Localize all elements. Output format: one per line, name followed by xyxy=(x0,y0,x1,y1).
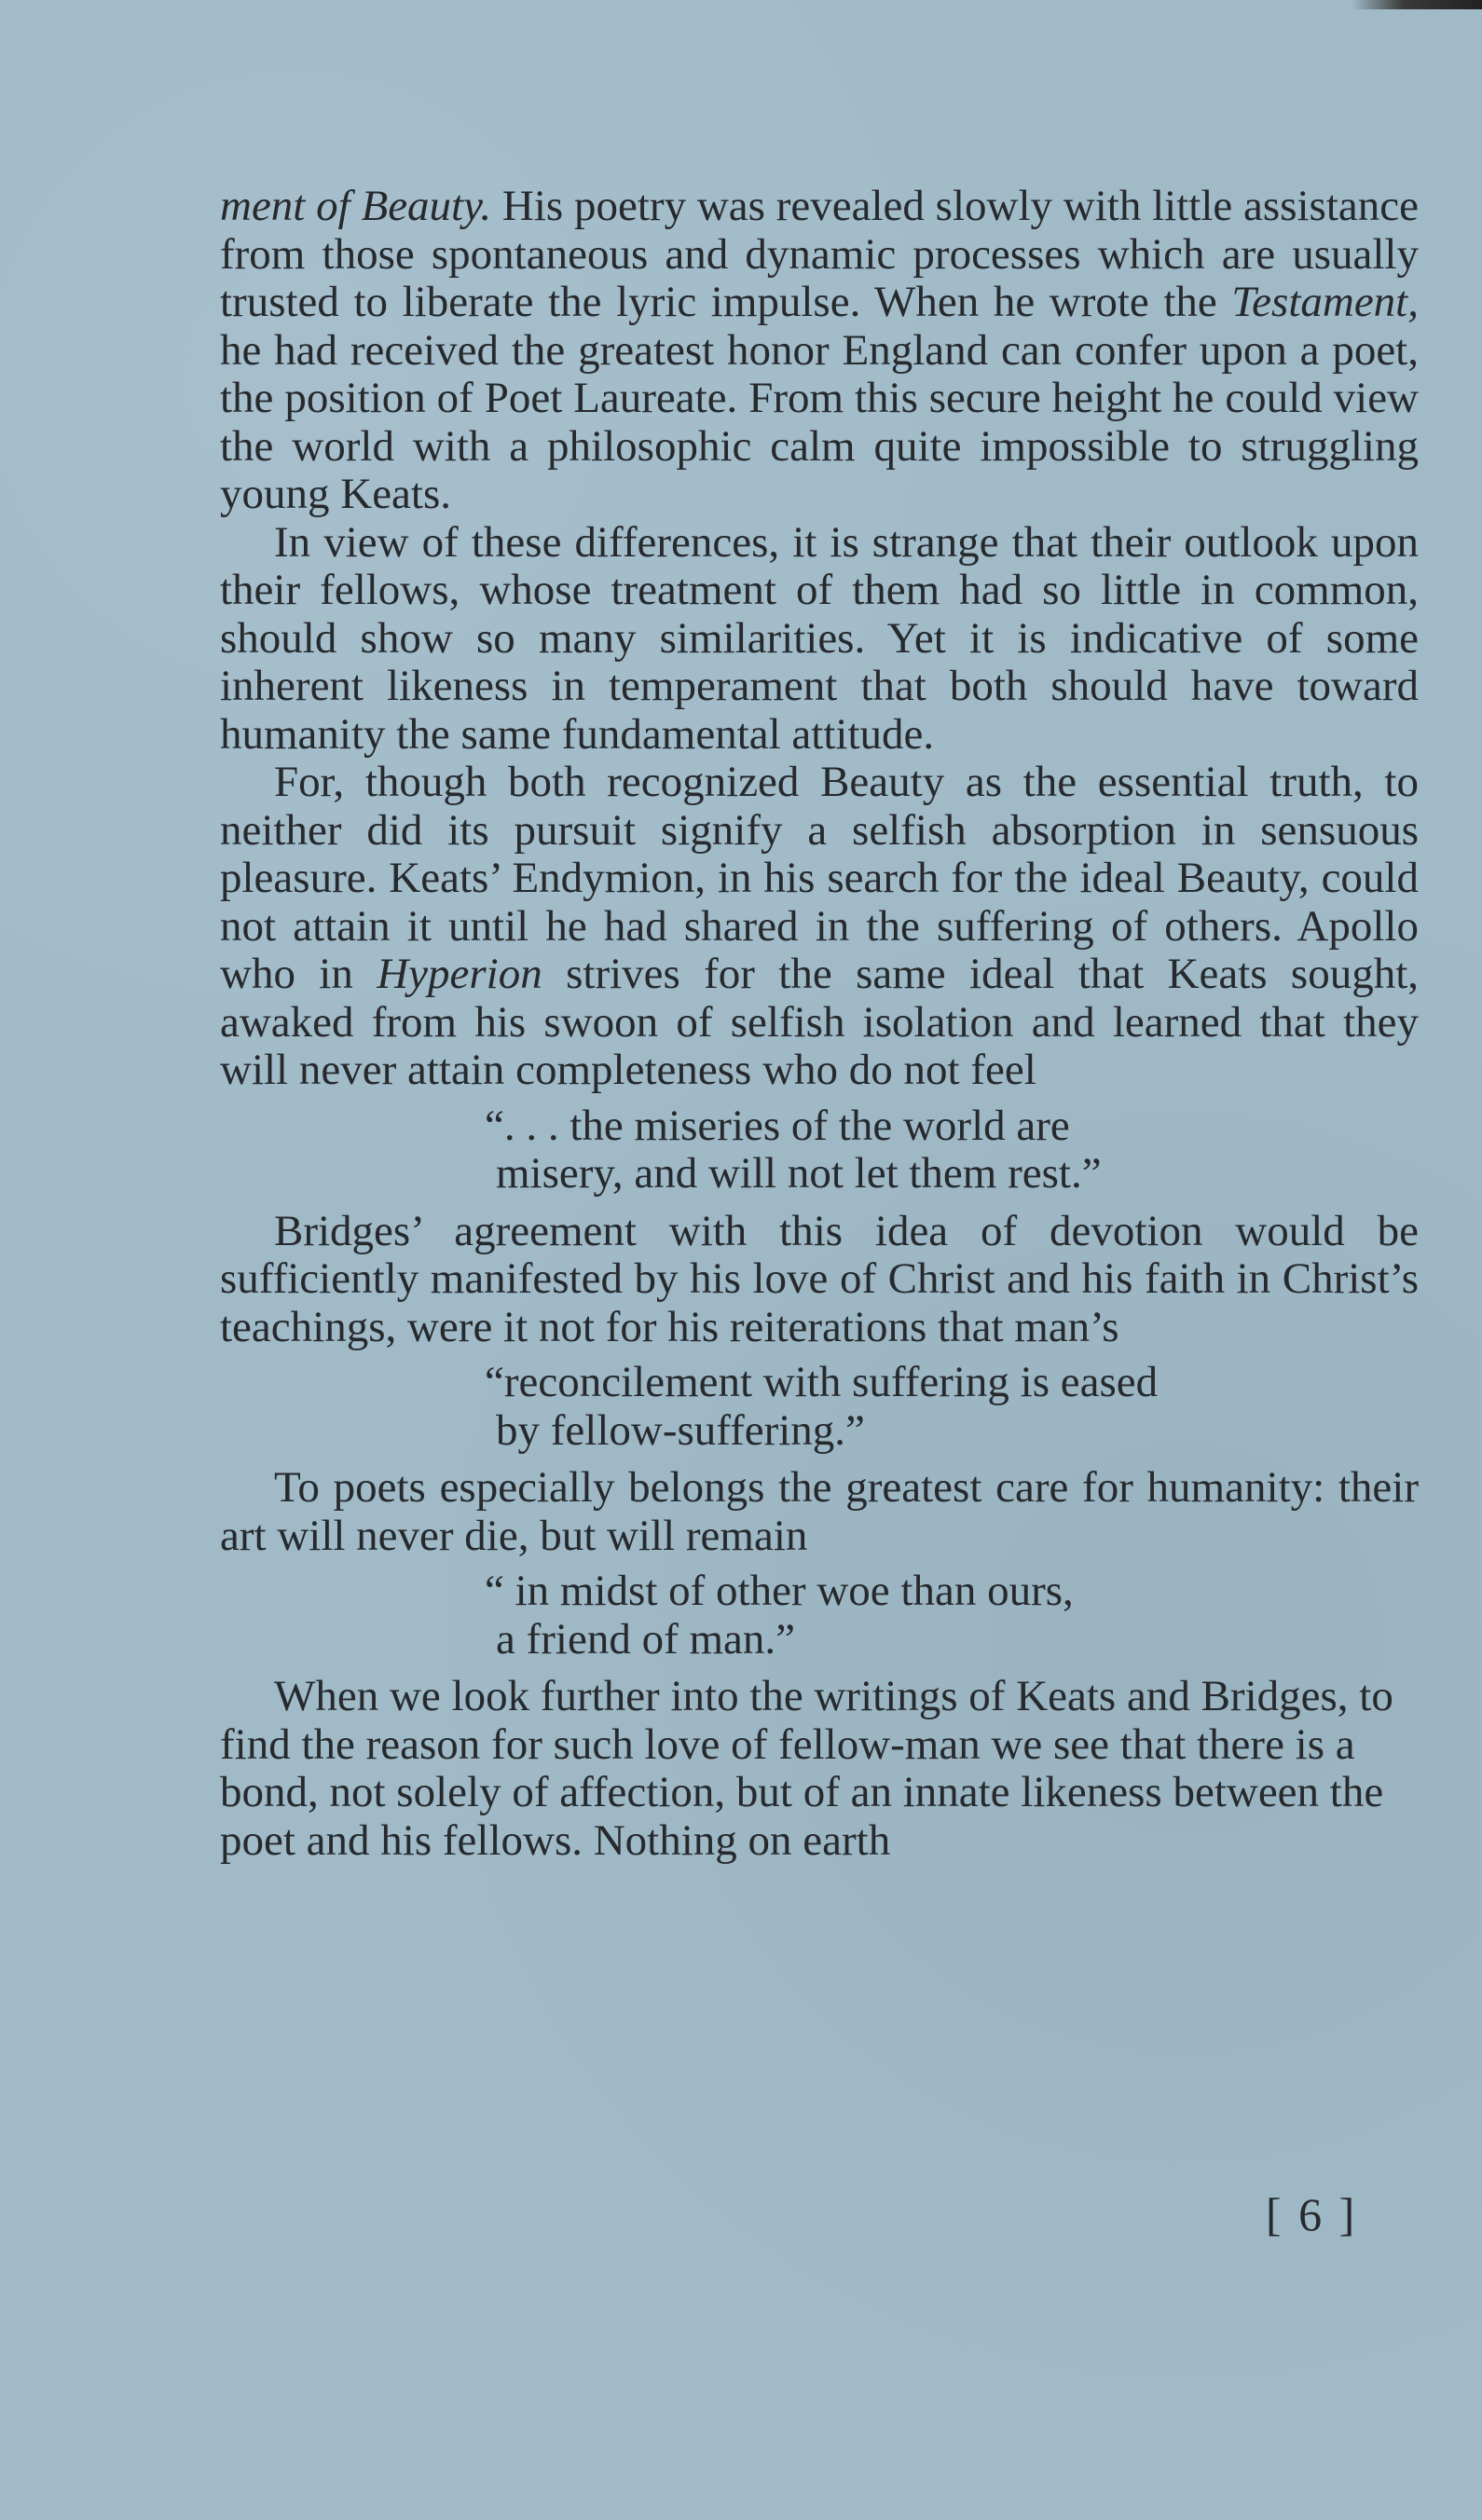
quote-2-line-2: by fellow-suffering.” xyxy=(496,1405,865,1455)
paragraph-3-text-part-1: For, though both recognized Beauty as the essential truth, to neither did its pursuit signify a selfish absorption in sensuous pleasure. Keats’ Endymion, in his search for the ideal Beauty, could not attain it until he had shared in the suffering of others. Apollo who in xyxy=(220,758,1419,998)
page-text xyxy=(220,183,1419,1865)
paragraph-2: In view of these differences, it is strange that their outlook upon their fellows, whose treatment of them had so little in common, should show so many similarities. Yet it is indicative of some inherent likeness in temperament that both should have toward humanity the same fundamental attitude. xyxy=(220,517,1419,759)
paragraph-6: When we look further into the writings of Keats and Bridges, to find the reason for such love of fellow-man we see that there is a bond, not solely of affection, but of an innate likeness between the poet and his fellows. Nothing on earth xyxy=(220,1672,1393,1865)
paragraph-1-text-part-2: he had received the greatest honor England can confer upon a poet, the position of Poet Laureate. From this secure height he could view the world with a philosophic calm quite impossible to struggling young Keats. xyxy=(220,325,1419,518)
quote-3-line-2: a friend of man.” xyxy=(496,1614,796,1664)
quote-1-line-2: misery, and will not let them rest.” xyxy=(496,1149,1102,1198)
quote-3 xyxy=(485,1568,1419,1664)
quote-2-line-1: “reconcilement with suffering is eased xyxy=(485,1358,1159,1406)
paragraph-1-text-part-1: His poetry was revealed slowly with little assistance from those spontaneous and dynamic processes which are usually trusted to liberate the lyric impulse. When he wrote the xyxy=(220,182,1419,326)
paragraph-3-italic-hyperion: Hyperion xyxy=(377,950,542,998)
paragraph-1 xyxy=(220,183,1419,519)
paragraph-3 xyxy=(220,759,1419,1095)
paragraph-3-text-part-2: strives for the same ideal that Keats sought, awaked from his swoon of selfish isolation and learned that they will never attain completeness who do not feel xyxy=(220,950,1419,1094)
quote-1 xyxy=(485,1102,1419,1198)
paragraph-5: To poets especially belongs the greatest care for humanity: their art will never die, but will remain xyxy=(220,1463,1419,1560)
quote-1-line-1: “. . . the miseries of the world are xyxy=(485,1101,1070,1150)
page-number: [ 6 ] xyxy=(1266,2188,1358,2240)
page-top-edge-shadow xyxy=(1352,0,1482,9)
quote-2 xyxy=(485,1359,1419,1455)
paragraph-1-italic-testament: Testament, xyxy=(1231,278,1419,326)
quote-3-line-1: “ in midst of other woe than ours, xyxy=(485,1567,1074,1615)
paragraph-4: Bridges’ agreement with this idea of devotion would be sufficiently manifested by his love of Christ and his faith in Christ’s teachings, were it not for his reiterations that man’s xyxy=(220,1206,1419,1351)
paragraph-1-italic-opening: ment of Beauty. xyxy=(220,182,492,230)
